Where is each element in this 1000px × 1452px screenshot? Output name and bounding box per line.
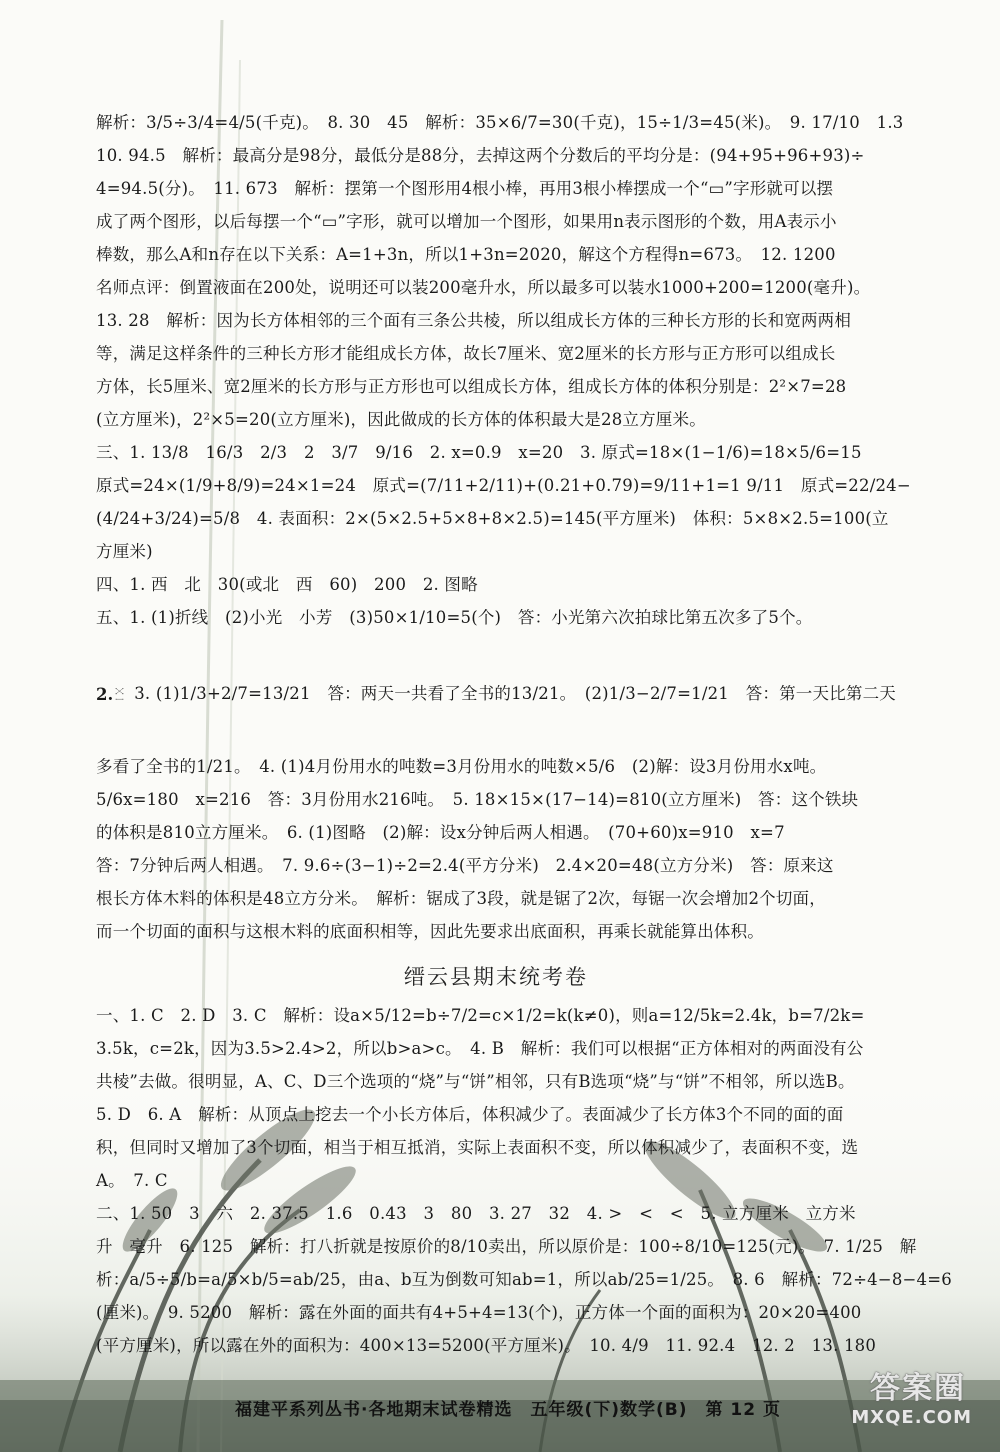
text-line: 4=94.5(分)。 11. 673 解析：摆第一个图形用4根小棒，再用3根小棒摆成一个“▭”字形就可以摆 (96, 179, 834, 198)
part2-line: 一、1. C 2. D 3. C 解析：设a×5/12=b÷7/2=c×1/2=k(k≠0)，则a=12/5k=2.4k，b=7/2k= (96, 1006, 865, 1025)
part2-line: (厘米)。 9. 5200 解析：露在外面的面共有4+5+4=13(个)，正方体一个面的面积为：20×20=400 (96, 1303, 862, 1322)
text-line: 等，满足这样条件的三种长方形才能组成长方体，故长7厘米、宽2厘米的长方形与正方形可以组成长 (96, 344, 836, 363)
section5-line: 五、1. (1)折线 (2)小光 小芳 (3)50×1/10=5(个) 答：小光第六次拍球比第五次多了5个。 (96, 608, 813, 627)
text-line: 13. 28 解析：因为长方体相邻的三个面有三条公共棱，所以组成长方体的三种长方形的长和宽两两相 (96, 311, 852, 330)
item-number: 2. (96, 684, 114, 704)
part2-line: 二、1. 50 3 六 2. 37.5 1.6 0.43 3 80 3. 27 32 4. > < < 5. 立方厘米 立方米 (96, 1204, 856, 1223)
text-line: 名师点评：倒置液面在200处，说明还可以装200毫升水，所以最多可以装水1000+200=1200(毫升)。 (96, 278, 871, 297)
section5-line: 答：7分钟后两人相遇。 7. 9.6÷(3−1)÷2=2.4(平方分米) 2.4×20=48(立方分米) 答：原来这 (96, 856, 834, 875)
section5-line: 的体积是810立方厘米。 6. (1)图略 (2)解：设x分钟后两人相遇。 (70+60)x=910 x=7 (96, 823, 785, 842)
part2-line: 共棱”去做。很明显，A、C、D三个选项的“烧”与“饼”相邻，只有B选项“烧”与“饼”不相邻，所以选B。 (96, 1072, 855, 1091)
matching-lines-diagram (115, 644, 124, 744)
section5-line: 多看了全书的1/21。 4. (1)4月份用水的吨数=3月份用水的吨数×5/6 (2)解：设3月份用水x吨。 (96, 757, 827, 776)
part2-line: 5. D 6. A 解析：从顶点上挖去一个小长方体后，体积减少了。表面减少了长方体3个不同的面的面 (96, 1105, 844, 1124)
part2-line: 析：a/5÷5/b=a/5×b/5=ab/25，由a、b互为倒数可知ab=1，所以ab/25=1/25。 8. 6 解析：72÷4−8−4=6 (96, 1270, 952, 1289)
part2-line: 升 毫升 6. 125 解析：打八折就是按原价的8/10卖出，所以原价是：100÷8/10=125(元)。 7. 1/25 解 (96, 1237, 917, 1256)
text-line: 10. 94.5 解析：最高分是98分，最低分是88分，去掉这两个分数后的平均分是：(94+95+96+93)÷ (96, 146, 865, 165)
section3-line: 三、1. 13/8 16/3 2/3 2 3/7 9/16 2. x=0.9 x=20 3. 原式=18×(1−1/6)=18×5/6=15 (96, 443, 862, 462)
text-line: 棒数，那么A和n存在以下关系：A=1+3n，所以1+3n=2020，解这个方程得n=673。 12. 1200 (96, 245, 836, 264)
text-line: 成了两个图形，以后每摆一个“▭”字形，就可以增加一个图形，如果用n表示图形的个数，用A表示小 (96, 212, 837, 231)
section3-line: 原式=24×(1/9+8/9)=24×1=24 原式=(7/11+2/11)+(0.21+0.79)=9/11+1=1 9/11 原式=22/24− (96, 476, 911, 495)
text-line: (立方厘米)，2²×5=20(立方厘米)，因此做成的长方体的体积最大是28立方厘米。 (96, 410, 706, 429)
watermark-bottom: MXQE.COM (851, 1407, 972, 1428)
matching-diagram-row (96, 640, 896, 748)
watermark-top: 答案圈 (870, 1371, 966, 1406)
section-title: 缙云县期末统考卷 (404, 965, 588, 989)
text-line: 方体，长5厘米、宽2厘米的长方形与正方形也可以组成长方体，组成长方体的体积分别是：2²×7=28 (96, 377, 847, 396)
answer-content (96, 112, 952, 1368)
part2-line: 3.5k，c=2k，因为3.5>2.4>2，所以b>a>c。 4. B 解析：我们可以根据“正方体相对的两面没有公 (96, 1039, 864, 1058)
part2-line: (平方厘米)，所以露在外的面积为：400×13=5200(平方厘米)。 10. 4/9 11. 92.4 12. 2 13. 180 (96, 1336, 877, 1355)
watermark-logo (846, 1363, 976, 1443)
part2-line: 积，但同时又增加了3个切面，相当于相互抵消，实际上表面积不变，所以体积减少了，表面积不变，选 (96, 1138, 859, 1157)
part2-line: A。 7. C (96, 1171, 168, 1190)
section3-line: 方厘米) (96, 542, 153, 561)
footer-text: 福建平系列丛书·各地期末试卷精选 五年级(下)数学(B) 第 12 页 (235, 1400, 781, 1420)
section5-line: 5/6x=180 x=216 答：3月份用水216吨。 5. 18×15×(17−14)=810(立方厘米) 答：这个铁块 (96, 790, 859, 809)
section4-line: 四、1. 西 北 30(或北 西 60) 200 2. 图略 (96, 575, 478, 594)
section3-line: (4/24+3/24)=5/8 4. 表面积：2×(5×2.5+5×8+8×2.5)=145(平方厘米) 体积：5×8×2.5=100(立 (96, 509, 889, 528)
section5-line: 3. (1)1/3+2/7=13/21 答：两天一共看了全书的13/21。 (2)1/3−2/7=1/21 答：第一天比第二天 (134, 684, 896, 703)
text-line: 解析：3/5÷3/4=4/5(千克)。 8. 30 45 解析：35×6/7=30(千克)，15÷1/3=45(米)。 9. 17/10 1.3 (96, 113, 904, 132)
section5-line: 根长方体木料的体积是48立方分米。 解析：锯成了3段，就是锯了2次，每锯一次会增加2个切面， (96, 889, 826, 908)
section5-line: 而一个切面的面积与这根木料的底面积相等，因此先要求出底面积，再乘长就能算出体积。 (96, 922, 764, 941)
